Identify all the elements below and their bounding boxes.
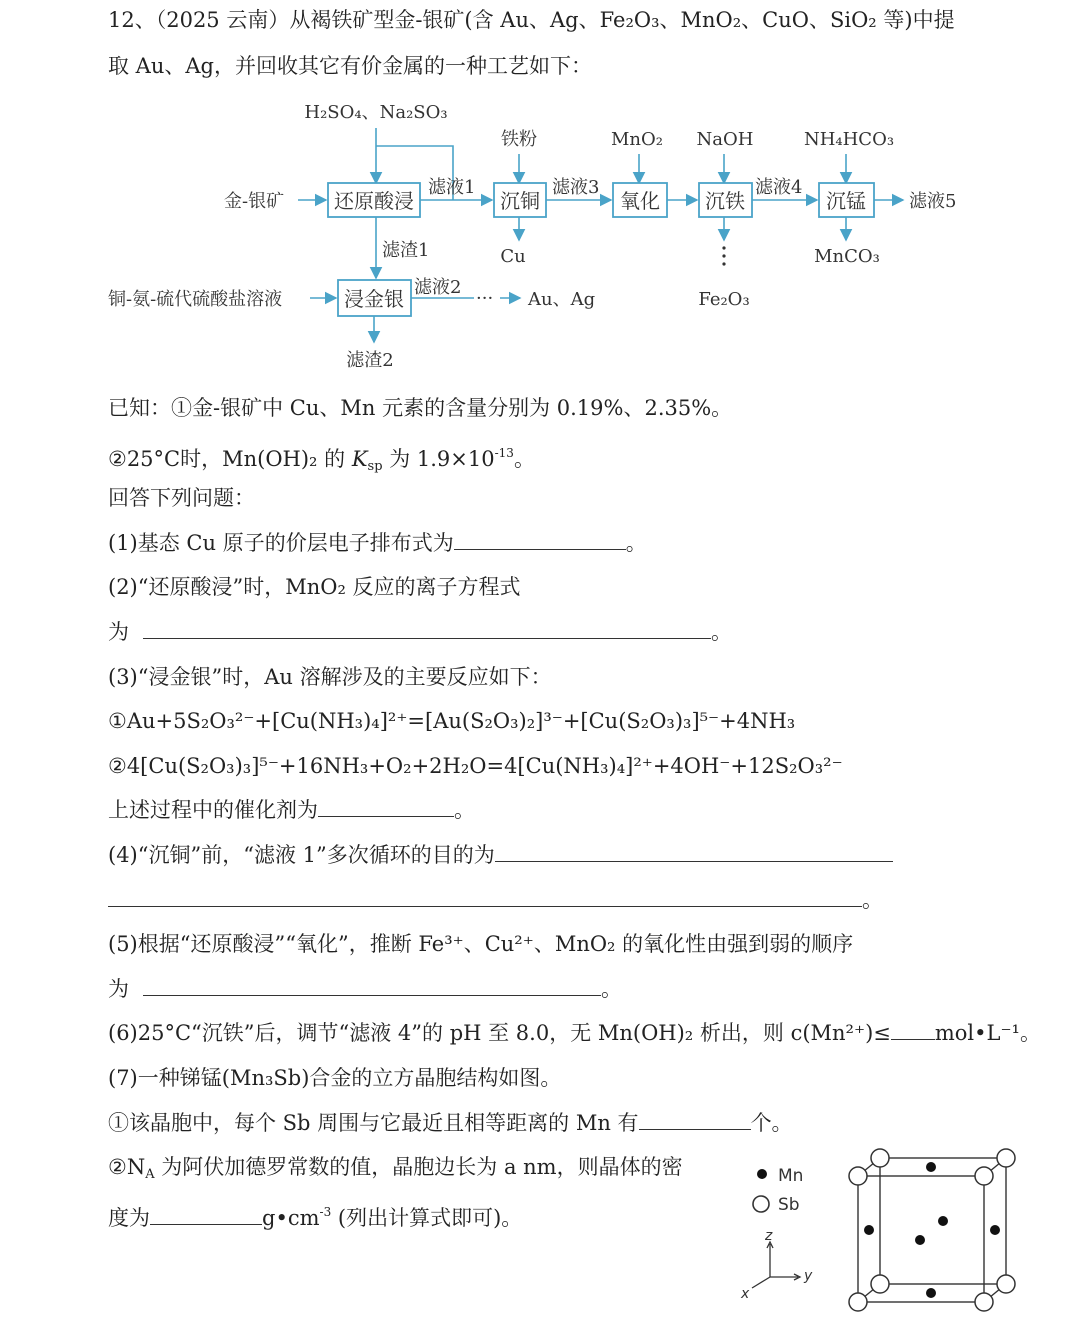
q5: (5)根据“还原酸浸”“氧化”，推断 Fe³⁺、Cu²⁺、MnO₂ 的氧化性由强到弱的顺序	[108, 932, 854, 956]
q4	[108, 841, 893, 869]
answer-prompt: 回答下列问题：	[108, 486, 255, 510]
sb-atom	[997, 1275, 1015, 1293]
mn-atom	[926, 1162, 936, 1172]
axes-icon	[752, 1242, 800, 1288]
q3-catalyst	[108, 796, 475, 824]
q5-answer-blank[interactable]	[143, 975, 601, 996]
q7-part-1-end: 个。	[750, 1111, 793, 1135]
q2-answer-blank[interactable]	[143, 618, 711, 639]
q7-na-symbol: ②N	[108, 1155, 146, 1179]
q1-answer-blank[interactable]	[454, 529, 626, 550]
reagent-h2so4-na2so3: H₂SO₄、Na₂SO₃	[304, 102, 448, 123]
reagent-nh4hco3: NH₄HCO₃	[803, 129, 895, 150]
axis-y-label: y	[804, 1268, 813, 1284]
legend-sb-marker	[753, 1196, 769, 1212]
mn-atom	[938, 1216, 948, 1226]
flow-dots: ···	[476, 288, 494, 309]
q3-end: 。	[454, 798, 475, 822]
q6	[108, 1019, 1041, 1047]
q3-reaction-2: ②4[Cu(S₂O₃)₃]⁵⁻+16NH₃+O₂+2H₂O=4[Cu(NH₃)₄]²⁺+4OH⁻+12S₂O₃²⁻	[108, 754, 843, 778]
q7-part-2-continued	[108, 1198, 522, 1232]
q3: (3)“浸金银”时，Au 溶解涉及的主要反应如下：	[108, 665, 552, 689]
q2-wei: 为	[108, 620, 129, 644]
q2-end: 。	[711, 620, 732, 644]
known-2-end: 。	[513, 447, 535, 471]
product-cu: Cu	[500, 246, 526, 267]
q5-wei: 为	[108, 977, 129, 1001]
stream-residue1: 滤渣1	[382, 240, 430, 261]
q7-density-unit: g•cm	[262, 1206, 320, 1230]
q7-density-label: 度为	[108, 1206, 150, 1230]
known-2-pre: ②25°C时，Mn(OH)₂ 的	[108, 447, 352, 471]
reagent-mno2: MnO₂	[611, 129, 663, 150]
question-line-1: 12、（2025 云南）从褐铁矿型金-银矿(含 Au、Ag、Fe₂O₃、MnO₂、CuO、SiO₂ 等)中提	[108, 8, 955, 32]
process-flowchart	[0, 90, 1080, 380]
q3-catalyst-text: 上述过程中的催化剂为	[108, 798, 318, 822]
crystal-cell-figure	[740, 1140, 1070, 1330]
sb-atom	[997, 1149, 1015, 1167]
box-leach-au-ag: 浸金银	[344, 287, 404, 311]
stream-filtrate5: 滤液5	[909, 191, 957, 212]
q1-text: (1)基态 Cu 原子的价层电子排布式为	[108, 531, 454, 555]
stream-residue2: 滤渣2	[346, 350, 394, 371]
q7-part-1-text: ①该晶胞中，每个 Sb 周围与它最近且相等距离的 Mn 有	[108, 1111, 639, 1135]
legend-mn-label: Mn	[778, 1166, 804, 1186]
q7: (7)一种锑锰(Mn₃Sb)合金的立方晶胞结构如图。	[108, 1066, 562, 1090]
sb-atom	[849, 1293, 867, 1311]
q4-continued	[108, 886, 883, 914]
product-fe2o3: Fe₂O₃	[698, 289, 750, 310]
q4-answer-blank-2[interactable]	[108, 886, 862, 907]
q1	[108, 529, 647, 557]
legend-mn-marker	[757, 1169, 767, 1179]
reagent-iron-powder: 铁粉	[501, 129, 537, 150]
product-au-ag: Au、Ag	[528, 289, 596, 310]
axis-x-label: x	[741, 1286, 750, 1302]
known-2-mid: 为 1.9×10	[382, 447, 495, 471]
legend-sb-label: Sb	[778, 1195, 800, 1215]
axis-z-label: z	[765, 1228, 773, 1244]
q7-end: (列出计算式即可)。	[331, 1206, 523, 1230]
stream-filtrate1: 滤液1	[428, 177, 476, 198]
feed-ore: 金-银矿	[224, 191, 285, 212]
q1-end: 。	[625, 531, 647, 555]
q7-part-2	[108, 1153, 683, 1189]
sb-atom	[849, 1167, 867, 1185]
q3-reaction-1: ①Au+5S₂O₃²⁻+[Cu(NH₃)₄]²⁺=[Au(S₂O₃)₂]³⁻+[Cu(S₂O₃)₃]⁵⁻+4NH₃	[108, 709, 796, 733]
known-2-sp: sp	[367, 459, 383, 474]
q4-end: 。	[862, 888, 883, 912]
sb-atom	[871, 1149, 889, 1167]
q7-answer-blank-1[interactable]	[639, 1109, 751, 1130]
q7-answer-blank-2[interactable]	[150, 1204, 262, 1225]
product-mnco3: MnCO₃	[814, 246, 880, 267]
q4-text: (4)“沉铜”前，“滤液 1”多次循环的目的为	[108, 843, 495, 867]
known-2-ksp: K	[351, 447, 368, 471]
mn-atom	[864, 1225, 874, 1235]
q5-end: 。	[601, 977, 622, 1001]
q4-answer-blank-1[interactable]	[495, 841, 893, 862]
stream-filtrate3: 滤液3	[552, 177, 600, 198]
q7-na-subscript: A	[145, 1167, 155, 1182]
stream-filtrate2: 滤液2	[414, 277, 462, 298]
mn-atom	[926, 1288, 936, 1298]
sb-atom	[871, 1275, 889, 1293]
question-line-2: 取 Au、Ag，并回收其它有价金属的一种工艺如下：	[108, 54, 592, 78]
box-precip-cu: 沉铜	[500, 189, 540, 213]
stream-filtrate4: 滤液4	[755, 177, 803, 198]
sb-atom	[975, 1293, 993, 1311]
mn-atom	[915, 1235, 925, 1245]
q6-unit: mol•L⁻¹。	[934, 1021, 1041, 1045]
mn-atom	[990, 1225, 1000, 1235]
box-precip-fe: 沉铁	[705, 189, 745, 213]
box-oxidize: 氧化	[620, 189, 660, 213]
q6-answer-blank[interactable]	[891, 1019, 935, 1040]
q6-text: (6)25°C“沉铁”后，调节“滤液 4”的 pH 至 8.0，无 Mn(OH)₂ 析出，则 c(Mn²⁺)≤	[108, 1021, 891, 1045]
q2: (2)“还原酸浸”时，MnO₂ 反应的离子方程式	[108, 575, 521, 599]
known-2	[108, 439, 535, 481]
q2-answer	[108, 618, 732, 646]
sb-atom	[975, 1167, 993, 1185]
known-1: 已知：①金-银矿中 Cu、Mn 元素的含量分别为 0.19%、2.35%。	[108, 396, 733, 420]
q7-part-1	[108, 1109, 793, 1137]
solution-cu-nh3-thiosulfate: 铜-氨-硫代硫酸盐溶液	[108, 289, 283, 310]
box-precip-mn: 沉锰	[826, 189, 866, 213]
reagent-naoh: NaOH	[696, 129, 754, 150]
q5-answer	[108, 975, 622, 1003]
q3-answer-blank[interactable]	[318, 796, 454, 817]
box-reduce-leach: 还原酸浸	[334, 189, 414, 213]
q7-density-unit-exp: -3	[319, 1205, 332, 1219]
q7-part-2-text: 为阿伏加德罗常数的值，晶胞边长为 a nm，则晶体的密	[154, 1155, 683, 1179]
known-2-exp: -13	[494, 446, 514, 460]
